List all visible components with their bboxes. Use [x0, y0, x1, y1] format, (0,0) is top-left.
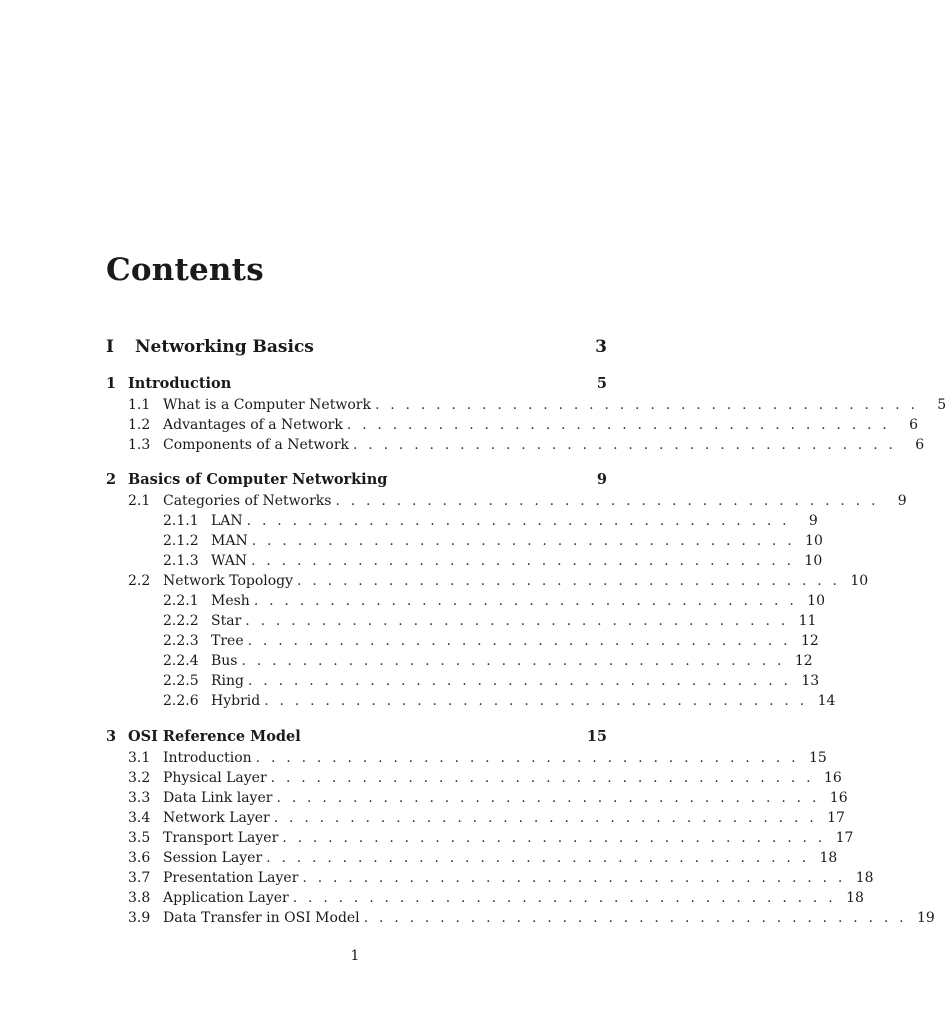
section-number: 3.6 [128, 850, 151, 866]
chapter-number: 1 [106, 375, 117, 392]
subsection-number: 2.2.6 [163, 693, 199, 709]
toc-section-row[interactable] [128, 415, 918, 435]
subsection-title: MAN [211, 533, 248, 549]
subsection-title: LAN [211, 513, 243, 529]
subsection-title: Star [211, 613, 242, 629]
toc-subsection-row[interactable] [163, 551, 823, 571]
dot-leader: . . . . . . . . . . . . . . . . . . . . . . . . . . . . . . . . . . . . [297, 573, 841, 589]
dot-leader: . . . . . . . . . . . . . . . . . . . . . . . . . . . . . . . . . . . . [246, 513, 790, 529]
subsection-page-number: 13 [801, 673, 820, 689]
subsection-page-number: 11 [798, 613, 817, 629]
dot-leader: . . . . . . . . . . . . . . . . . . . . . . . . . . . . . . . . . . . . [255, 750, 799, 766]
chapter-page-number: 9 [596, 471, 607, 488]
toc-chapter-row[interactable] [106, 470, 607, 490]
chapter-page-number: 15 [586, 728, 607, 745]
subsection-page-number: 14 [817, 693, 836, 709]
subsection-title: Tree [211, 633, 244, 649]
subsection-title: Mesh [211, 593, 250, 609]
subsection-number: 2.2.2 [163, 613, 199, 629]
dot-leader: . . . . . . . . . . . . . . . . . . . . . . . . . . . . . . . . . . . . [245, 613, 789, 629]
dot-leader: . . . . . . . . . . . . . . . . . . . . . . . . . . . . . . . . . . . . [273, 810, 817, 826]
chapter-title: OSI Reference Model [128, 728, 301, 745]
toc-section-row[interactable] [128, 491, 907, 511]
toc-subsection-row[interactable] [163, 671, 820, 691]
section-page-number: 10 [850, 573, 869, 589]
part-page-number: 3 [595, 337, 607, 357]
section-title: Network Topology [163, 573, 294, 589]
toc-chapter-row[interactable] [106, 727, 607, 747]
chapter-title: Basics of Computer Networking [128, 471, 388, 488]
toc-chapter-row[interactable] [106, 374, 607, 394]
toc-section-row[interactable] [128, 848, 838, 868]
chapter-number: 2 [106, 471, 117, 488]
toc-section-row[interactable] [128, 808, 845, 828]
toc-section-row[interactable] [128, 828, 854, 848]
dot-leader: . . . . . . . . . . . . . . . . . . . . . . . . . . . . . . . . . . . . [266, 850, 810, 866]
toc-subsection-row[interactable] [163, 691, 836, 711]
toc-subsection-row[interactable] [163, 651, 813, 671]
subsection-number: 2.1.3 [163, 553, 199, 569]
subsection-page-number: 12 [800, 633, 819, 649]
subsection-page-number: 10 [805, 533, 823, 549]
dot-leader: . . . . . . . . . . . . . . . . . . . . . . . . . . . . . . . . . . . . [251, 533, 795, 549]
section-title: Application Layer [163, 890, 289, 906]
subsection-number: 2.2.5 [163, 673, 199, 689]
dot-leader: . . . . . . . . . . . . . . . . . . . . . . . . . . . . . . . . . . . . [247, 633, 791, 649]
section-number: 2.1 [128, 493, 151, 509]
section-number: 1.3 [128, 437, 151, 453]
section-title: Physical Layer [163, 770, 267, 786]
section-page-number: 5 [937, 397, 946, 413]
section-number: 3.4 [128, 810, 151, 826]
subsection-page-number: 12 [794, 653, 813, 669]
subsection-page-number: 10 [807, 593, 825, 609]
toc-section-row[interactable] [128, 435, 925, 455]
section-title: Advantages of a Network [163, 417, 343, 433]
subsection-page-number: 9 [808, 513, 818, 529]
dot-leader: . . . . . . . . . . . . . . . . . . . . . . . . . . . . . . . . . . . . [346, 417, 890, 433]
section-page-number: 19 [917, 910, 935, 926]
section-title: Session Layer [163, 850, 263, 866]
toc-section-row[interactable] [128, 908, 935, 928]
dot-leader: . . . . . . . . . . . . . . . . . . . . . . . . . . . . . . . . . . . . [335, 493, 879, 509]
section-title: Components of a Network [163, 437, 349, 453]
toc-part-row[interactable] [106, 337, 607, 359]
dot-leader: . . . . . . . . . . . . . . . . . . . . . . . . . . . . . . . . . . . . [248, 673, 792, 689]
dot-leader: . . . . . . . . . . . . . . . . . . . . . . . . . . . . . . . . . . . . [282, 830, 826, 846]
toc-subsection-row[interactable] [163, 631, 819, 651]
section-number: 3.2 [128, 770, 151, 786]
section-title: Data Transfer in OSI Model [163, 910, 360, 926]
toc-section-row[interactable] [128, 888, 864, 908]
section-title: Presentation Layer [163, 870, 299, 886]
section-number: 3.3 [128, 790, 151, 806]
dot-leader: . . . . . . . . . . . . . . . . . . . . . . . . . . . . . . . . . . . . [302, 870, 846, 886]
section-page-number: 18 [846, 890, 864, 906]
section-number: 2.2 [128, 573, 151, 589]
dot-leader: . . . . . . . . . . . . . . . . . . . . . . . . . . . . . . . . . . . . [292, 890, 836, 906]
subsection-number: 2.2.1 [163, 593, 199, 609]
subsection-title: Ring [211, 673, 244, 689]
section-page-number: 17 [827, 810, 845, 826]
section-number: 3.5 [128, 830, 151, 846]
section-number: 3.8 [128, 890, 151, 906]
dot-leader: . . . . . . . . . . . . . . . . . . . . . . . . . . . . . . . . . . . . [241, 653, 785, 669]
subsection-page-number: 10 [804, 553, 823, 569]
section-page-number: 9 [897, 493, 907, 509]
subsection-number: 2.1.2 [163, 533, 199, 549]
section-title: Categories of Networks [163, 493, 332, 509]
chapter-title: Introduction [128, 375, 232, 392]
section-page-number: 16 [824, 770, 842, 786]
subsection-title: Bus [211, 653, 238, 669]
section-page-number: 6 [909, 417, 918, 433]
section-number: 1.2 [128, 417, 151, 433]
toc-section-row[interactable] [128, 788, 848, 808]
dot-leader: . . . . . . . . . . . . . . . . . . . . . . . . . . . . . . . . . . . . [363, 910, 907, 926]
section-number: 3.7 [128, 870, 151, 886]
part-number: I [106, 337, 114, 357]
part-title: Networking Basics [135, 337, 314, 357]
dot-leader: . . . . . . . . . . . . . . . . . . . . . . . . . . . . . . . . . . . . [253, 593, 797, 609]
section-page-number: 6 [915, 437, 925, 453]
dot-leader: . . . . . . . . . . . . . . . . . . . . . . . . . . . . . . . . . . . . [270, 770, 814, 786]
subsection-title: WAN [211, 553, 248, 569]
toc-section-row[interactable] [128, 868, 874, 888]
subsection-title: Hybrid [211, 693, 261, 709]
section-page-number: 18 [855, 870, 874, 886]
page-title: Contents [106, 252, 264, 288]
toc-subsection-row[interactable] [163, 511, 818, 531]
section-number: 3.1 [128, 750, 151, 766]
dot-leader: . . . . . . . . . . . . . . . . . . . . . . . . . . . . . . . . . . . . [251, 553, 795, 569]
subsection-number: 2.2.3 [163, 633, 199, 649]
toc-subsection-row[interactable] [163, 591, 825, 611]
dot-leader: . . . . . . . . . . . . . . . . . . . . . . . . . . . . . . . . . . . . [264, 693, 808, 709]
section-number: 1.1 [128, 397, 151, 413]
toc-section-row[interactable] [128, 748, 827, 768]
section-page-number: 18 [819, 850, 838, 866]
subsection-number: 2.1.1 [163, 513, 199, 529]
dot-leader: . . . . . . . . . . . . . . . . . . . . . . . . . . . . . . . . . . . . [374, 397, 919, 413]
section-page-number: 16 [829, 790, 848, 806]
section-title: Data Link layer [163, 790, 273, 806]
toc-section-row[interactable] [128, 768, 842, 788]
dot-leader: . . . . . . . . . . . . . . . . . . . . . . . . . . . . . . . . . . . . [276, 790, 820, 806]
section-title: Introduction [163, 750, 252, 766]
section-title: What is a Computer Network [163, 397, 371, 413]
toc-section-row[interactable] [128, 571, 869, 591]
chapter-page-number: 5 [596, 375, 607, 392]
dot-leader: . . . . . . . . . . . . . . . . . . . . . . . . . . . . . . . . . . . . [353, 437, 897, 453]
footer-page-number: 1 [350, 948, 360, 964]
subsection-number: 2.2.4 [163, 653, 199, 669]
section-title: Transport Layer [163, 830, 279, 846]
section-title: Network Layer [163, 810, 270, 826]
toc-section-row[interactable] [128, 395, 946, 415]
section-page-number: 17 [835, 830, 854, 846]
chapter-number: 3 [106, 728, 117, 745]
toc-subsection-row[interactable] [163, 531, 823, 551]
toc-subsection-row[interactable] [163, 611, 817, 631]
section-page-number: 15 [809, 750, 827, 766]
section-number: 3.9 [128, 910, 151, 926]
